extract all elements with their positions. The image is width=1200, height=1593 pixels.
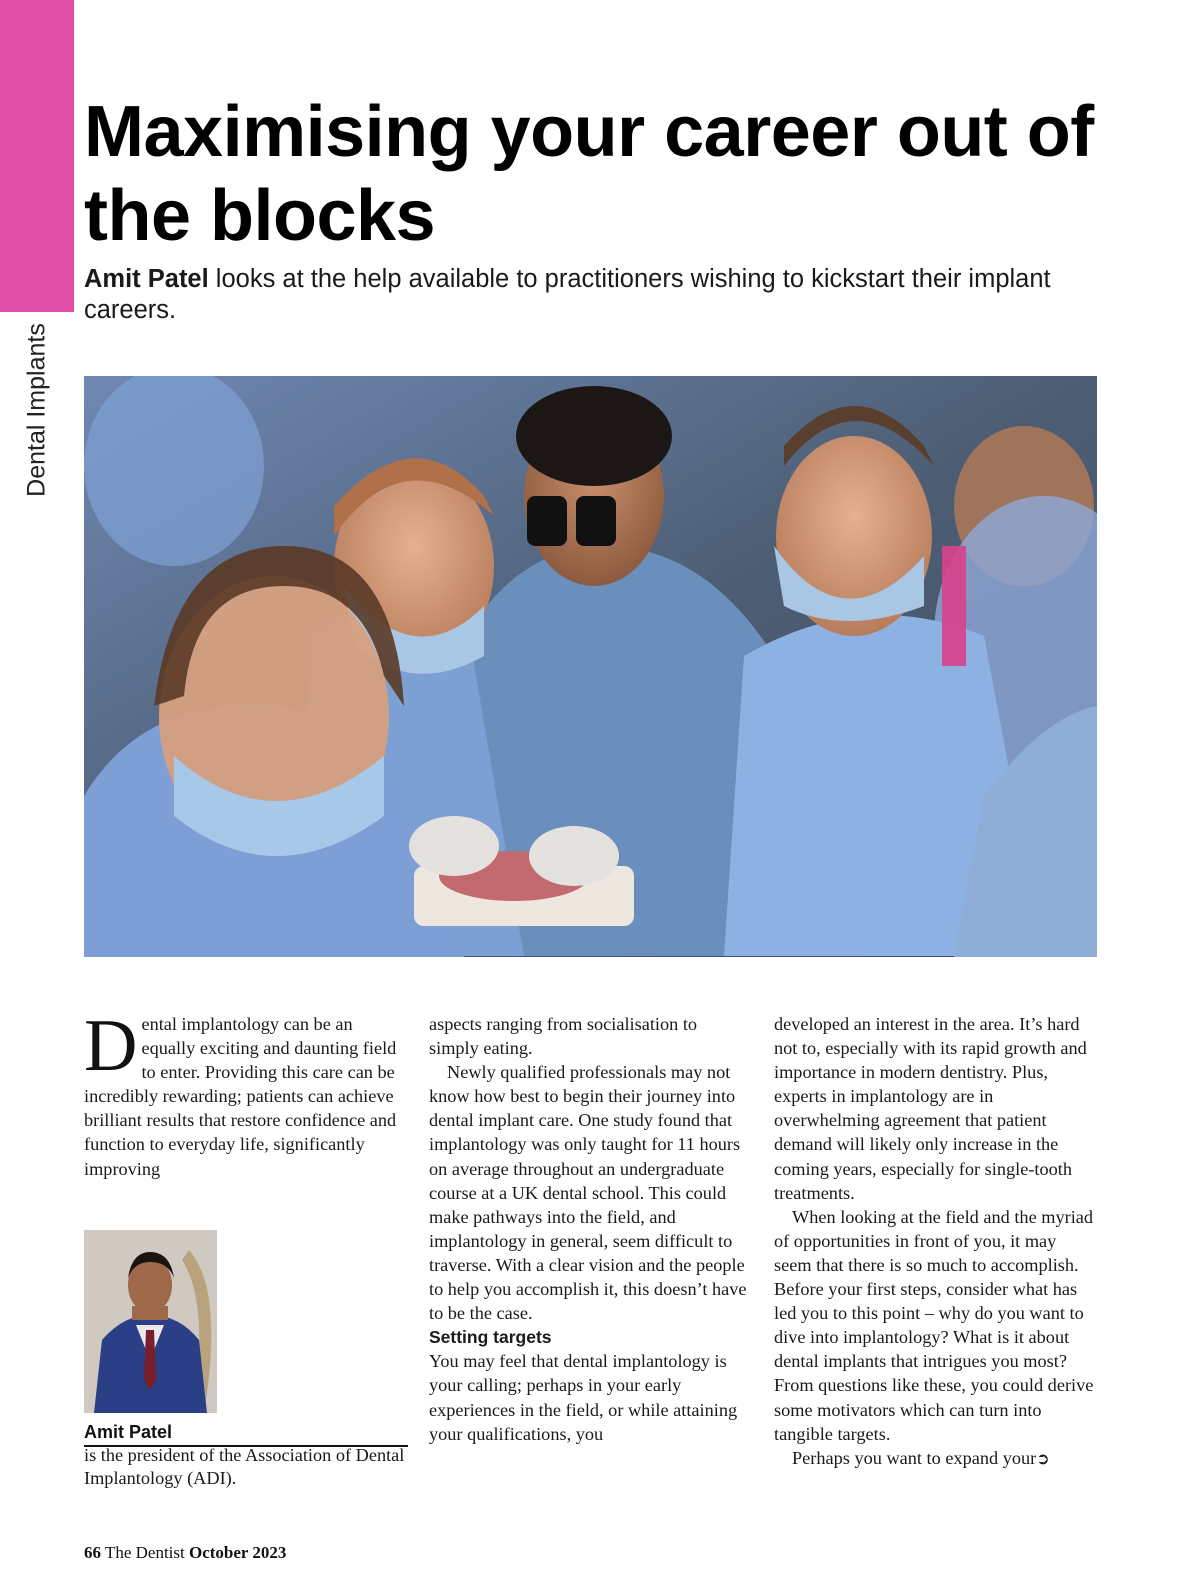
page-footer <box>84 1543 286 1563</box>
drop-cap: D <box>84 1005 138 1087</box>
paragraph: When looking at the field and the myriad of opportunities in front of you, it may seem that there is so much to accomplish. Before your first steps, consider what has led you to this point – why do you want to dive into implantology? What is it about dental implants that intrigues you most? From questions like these, you could derive some motivators which can turn into tangible targets. <box>774 1206 1094 1444</box>
paragraph: Dental implantology can be an equally exciting and daunting field to enter. Providing this care can be incredibly rewarding; patients can achieve brilliant results that restore confidence and function to everyday life, significantly improving <box>84 1005 397 1179</box>
author-name: Amit Patel <box>84 1421 408 1447</box>
standfirst <box>84 264 1104 326</box>
article-headline: Maximising your career out of the blocks <box>84 92 1094 256</box>
magazine-name: The Dentist <box>104 1543 185 1562</box>
author-portrait-icon <box>84 1230 217 1413</box>
standfirst-text: looks at the help available to practitioners wishing to kickstart their implant careers. <box>84 265 1051 324</box>
paragraph: developed an interest in the area. It’s hard not to, especially with its rapid growth and importance in modern dentistry. Plus, experts in implantology are in overwhelming agreement that patient demand will likely only increase in the coming years, especially for single-tooth treatments. <box>774 1014 1087 1203</box>
author-portrait <box>84 1230 217 1413</box>
column-2 <box>429 1012 751 1446</box>
paragraph: You may feel that dental implantology is your calling; perhaps in your early experiences in the field, or while attaining your qualifications, you <box>429 1351 738 1444</box>
continue-arrow-icon: ➲ <box>1036 1448 1050 1468</box>
page-number: 66 <box>84 1543 101 1562</box>
author-bio: is the president of the Association of Dental Implantology (ADI). <box>84 1445 405 1488</box>
column-3 <box>774 1012 1096 1471</box>
subheading-setting-targets: Setting targets <box>429 1327 552 1348</box>
paragraph: aspects ranging from socialisation to simply eating. <box>429 1014 698 1059</box>
standfirst-author: Amit Patel <box>84 265 209 293</box>
section-label: Dental Implants <box>22 323 51 497</box>
paragraph: Perhaps you want to expand your➲ <box>792 1447 1050 1468</box>
column-1 <box>84 1005 404 1181</box>
photo-dental-implant-training-icon <box>84 376 1097 957</box>
issue-date: October 2023 <box>189 1543 287 1562</box>
section-color-bar <box>0 0 74 312</box>
hero-photo <box>84 376 1097 957</box>
paragraph: Newly qualified professionals may not know how best to begin their journey into dental implant care. One study found that implantology was only taught for 11 hours on average throughout an undergraduate course at a UK dental school. This could make pathways into the field, and implantology in general, seem difficult to traverse. With a clear vision and the people to help you accomplish it, this doesn’t have to be the case. <box>429 1062 747 1324</box>
